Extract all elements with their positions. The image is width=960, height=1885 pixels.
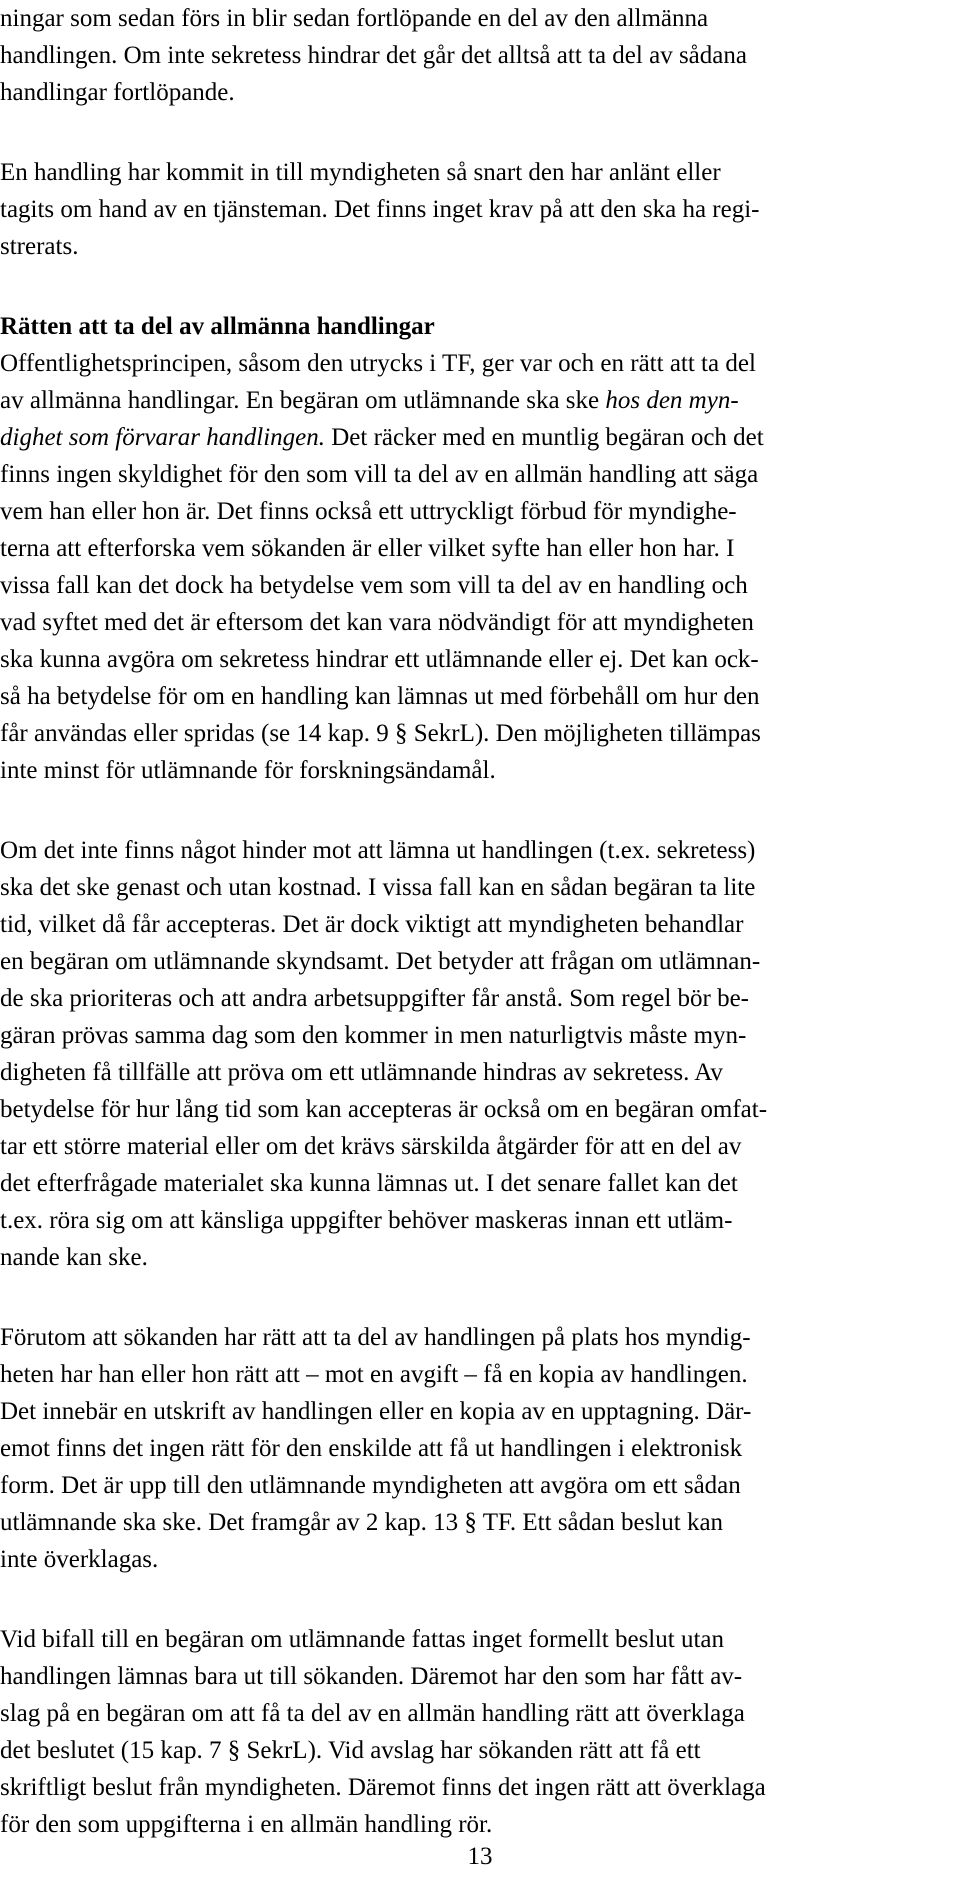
text-line xyxy=(0,382,950,419)
text-line: heten har han eller hon rätt att – mot en avgift – få en kopia av handlingen. xyxy=(0,1361,748,1388)
text-line: de ska prioriteras och att andra arbetsuppgifter får anstå. Som regel bör be- xyxy=(0,985,750,1012)
paragraph-received-document xyxy=(0,154,950,265)
paragraph-copies xyxy=(0,1319,950,1578)
paragraph-appeal xyxy=(0,1621,950,1843)
text-line: utlämnande ska ske. Det framgår av 2 kap. 13 § TF. Ett sådan beslut kan xyxy=(0,1509,724,1536)
text-line: digheten få tillfälle att pröva om ett utlämnande hindras av sekretess. Av xyxy=(0,1059,723,1086)
text-line: t.ex. röra sig om att känsliga uppgifter behöver maskeras innan ett utläm- xyxy=(0,1207,733,1234)
text-line: det efterfrågade materialet ska kunna lämnas ut. I det senare fallet kan det xyxy=(0,1170,738,1197)
text-line: skriftligt beslut från myndigheten. Däremot finns det ingen rätt att överklaga xyxy=(0,1774,766,1801)
paragraph-handling-time xyxy=(0,832,950,1276)
text-line: nande kan ske. xyxy=(0,1244,148,1271)
text-line: tagits om hand av en tjänsteman. Det finns inget krav på att den ska ha regi- xyxy=(0,196,760,223)
italic-text-segment: dighet som förvarar handlingen. xyxy=(0,424,325,451)
text-line: handlingen lämnas bara ut till sökanden. Däremot har den som har fått av- xyxy=(0,1663,743,1690)
text-line: ningar som sedan förs in blir sedan fortlöpande en del av den allmänna xyxy=(0,5,709,32)
text-line: Offentlighetsprincipen, såsom den utrycks i TF, ger var och en rätt att ta del xyxy=(0,350,756,377)
text-line: får användas eller spridas (se 14 kap. 9 § SekrL). Den möjligheten tillämpas xyxy=(0,720,761,747)
text-line: inte överklagas. xyxy=(0,1546,159,1573)
text-line: inte minst för utlämnande för forskningsändamål. xyxy=(0,757,496,784)
text-line: tid, vilket då får accepteras. Det är dock viktigt att myndigheten behandlar xyxy=(0,911,744,938)
text-line: ska det ske genast och utan kostnad. I vissa fall kan en sådan begäran ta lite xyxy=(0,874,756,901)
text-line: så ha betydelse för om en handling kan lämnas ut med förbehåll om hur den xyxy=(0,683,760,710)
text-line: handlingar fortlöpande. xyxy=(0,79,235,106)
text-line: form. Det är upp till den utlämnande myndigheten att avgöra om ett sådan xyxy=(0,1472,741,1499)
text-line: vissa fall kan det dock ha betydelse vem som vill ta del av en handling och xyxy=(0,572,748,599)
text-line: gäran prövas samma dag som den kommer in men naturligtvis måste myn- xyxy=(0,1022,747,1049)
text-line: Det innebär en utskrift av handlingen eller en kopia av en upptagning. Där- xyxy=(0,1398,752,1425)
text-line: det beslutet (15 kap. 7 § SekrL). Vid avslag har sökanden rätt att få ett xyxy=(0,1737,701,1764)
paragraph-right-of-access xyxy=(0,345,950,789)
text-segment: av allmänna handlingar. En begäran om utlämnande ska ske xyxy=(0,387,606,414)
page-number: 13 xyxy=(467,1843,493,1870)
text-line: En handling har kommit in till myndigheten så snart den har anlänt eller xyxy=(0,159,721,186)
paragraph-gap xyxy=(0,111,950,154)
text-line: handlingen. Om inte sekretess hindrar det går det alltså att ta del av sådana xyxy=(0,42,747,69)
text-line: vem han eller hon är. Det finns också ett uttryckligt förbud för myndighe- xyxy=(0,498,737,525)
text-line: terna att efterforska vem sökanden är eller vilket syfte han eller hon har. I xyxy=(0,535,735,562)
paragraph-gap xyxy=(0,1276,950,1319)
paragraph-gap xyxy=(0,1578,950,1621)
text-line: finns ingen skyldighet för den som vill ta del av en allmän handling att säga xyxy=(0,461,759,488)
text-line: en begäran om utlämnande skyndsamt. Det betyder att frågan om utlämnan- xyxy=(0,948,761,975)
text-line xyxy=(0,419,950,456)
text-line: Förutom att sökanden har rätt att ta del av handlingen på plats hos myndig- xyxy=(0,1324,751,1351)
text-line: vad syftet med det är eftersom det kan vara nödvändigt för att myndigheten xyxy=(0,609,754,636)
text-line: för den som uppgifterna i en allmän handling rör. xyxy=(0,1811,493,1838)
text-line: Vid bifall till en begäran om utlämnande fattas inget formellt beslut utan xyxy=(0,1626,724,1653)
paragraph-gap xyxy=(0,265,950,308)
text-line: ska kunna avgöra om sekretess hindrar ett utlämnande eller ej. Det kan ock- xyxy=(0,646,759,673)
italic-text-segment: hos den myn- xyxy=(605,387,739,414)
text-line: Om det inte finns något hinder mot att lämna ut handlingen (t.ex. sekretess) xyxy=(0,837,756,864)
text-line: betydelse för hur lång tid som kan accepteras är också om en begäran omfat- xyxy=(0,1096,768,1123)
text-segment: Det räcker med en muntlig begäran och det xyxy=(325,424,764,451)
text-line: tar ett större material eller om det krävs särskilda åtgärder för att en del av xyxy=(0,1133,742,1160)
text-line: emot finns det ingen rätt för den enskilde att få ut handlingen i elektronisk xyxy=(0,1435,743,1462)
paragraph-gap xyxy=(0,789,950,832)
text-line: slag på en begäran om att få ta del av en allmän handling rätt att överklaga xyxy=(0,1700,745,1727)
text-line: strerats. xyxy=(0,233,79,260)
paragraph-continuation xyxy=(0,0,950,111)
section-heading: Rätten att ta del av allmänna handlingar xyxy=(0,313,435,340)
